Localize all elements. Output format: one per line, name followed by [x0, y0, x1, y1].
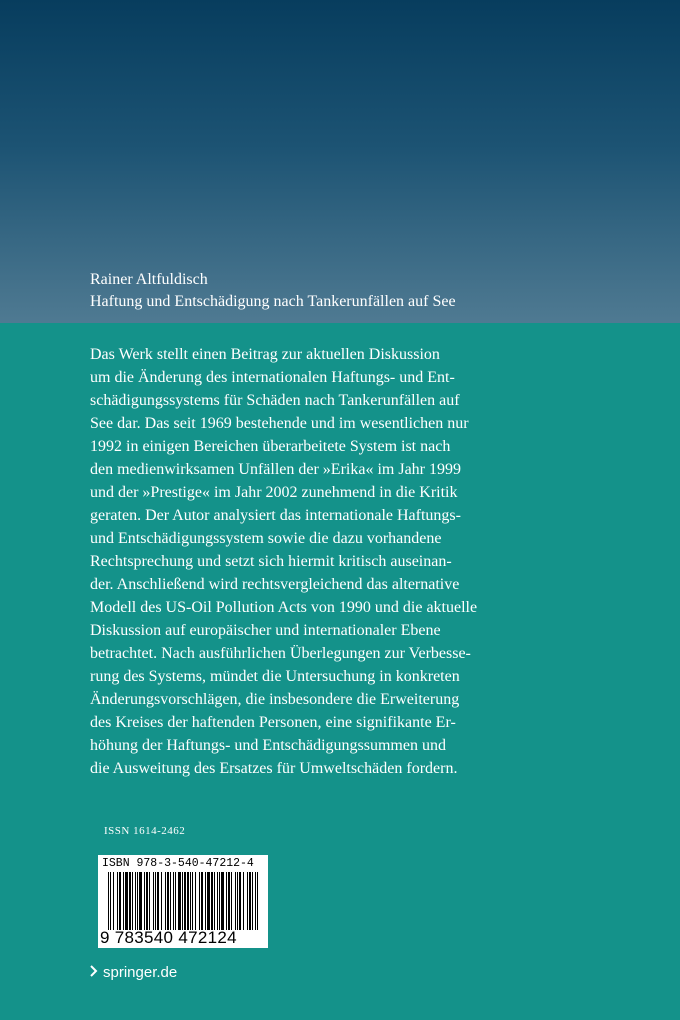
publisher-url: springer.de	[103, 964, 178, 981]
barcode-bar	[257, 872, 258, 930]
barcode-bar	[219, 872, 220, 930]
publisher-link[interactable]	[90, 964, 177, 981]
barcode-bar	[237, 872, 238, 930]
barcode-bar	[132, 872, 133, 930]
blurb-text	[90, 343, 590, 780]
blurb-line: Diskussion auf europäischer und internationaler Ebene	[90, 622, 441, 639]
barcode-bar	[129, 872, 131, 930]
blurb-line: Änderungsvorschlägen, die insbesondere die Erweiterung	[90, 691, 460, 708]
barcode-bar	[217, 872, 218, 930]
barcode-bar	[135, 872, 136, 930]
barcode-bar	[235, 872, 236, 930]
blurb-line: schädigungssystems für Schäden nach Tankerunfällen auf	[90, 392, 460, 409]
blurb-line: des Kreises der haftenden Personen, eine signifikante Er-	[90, 714, 456, 731]
blurb-line: See dar. Das seit 1969 bestehende und im wesentlichen nur	[90, 415, 469, 432]
blurb-line: und der »Prestige« im Jahr 2002 zunehmend in die Kritik	[90, 484, 458, 501]
book-title: Haftung und Entschädigung nach Tankerunfällen auf See	[90, 293, 456, 310]
blurb-line: betrachtet. Nach ausführlichen Überlegungen zur Verbesse-	[90, 645, 471, 662]
chevron-right-icon	[90, 964, 98, 981]
barcode-number: 9 783540 472124	[100, 928, 237, 947]
blurb-line: Modell des US-Oil Pollution Acts von 1990 und die aktuelle	[90, 599, 478, 616]
barcode-bar	[146, 872, 148, 930]
barcode-bar	[195, 872, 196, 930]
barcode-bars	[108, 872, 258, 930]
blurb-line: Rechtsprechung und setzt sich hiermit kritisch auseinan-	[90, 553, 452, 570]
author-name: Rainer Altfuldisch	[90, 271, 208, 288]
barcode-bar	[167, 872, 169, 930]
barcode-bar	[255, 872, 256, 930]
barcode-bar	[155, 872, 156, 930]
blurb-line: Das Werk stellt einen Beitrag zur aktuellen Diskussion	[90, 346, 440, 363]
barcode-bar	[125, 872, 128, 930]
barcode-bar	[175, 872, 176, 930]
barcode-bar	[153, 872, 154, 930]
barcode-bar	[165, 872, 166, 930]
barcode-bar	[231, 872, 232, 930]
blurb-line: rung des Systems, mündet die Untersuchung in konkreten	[90, 668, 460, 685]
barcode-bar	[110, 872, 111, 930]
barcode-bar	[207, 872, 210, 930]
barcode-bar	[123, 872, 124, 930]
barcode-bar	[113, 872, 114, 930]
barcode-bar	[119, 872, 121, 930]
blurb-line: 1992 in einigen Bereichen überarbeitete System ist nach	[90, 438, 451, 455]
barcode-bar	[137, 872, 138, 930]
barcode-bar	[161, 872, 162, 930]
barcode-bar	[108, 872, 109, 930]
barcode-bar	[192, 872, 193, 930]
blurb-line: und Entschädigungssystem sowie die dazu vorhandene	[90, 530, 442, 547]
isbn-text: ISBN 978-3-540-47212-4	[102, 857, 254, 870]
blurb-line: die Ausweitung des Ersatzes für Umweltschäden fordern.	[90, 760, 458, 777]
barcode-bar	[157, 872, 159, 930]
blurb-line: um die Änderung des internationalen Haftungs- und Ent-	[90, 369, 455, 386]
blurb-line: der. Anschließend wird rechtsvergleichend das alternative	[90, 576, 460, 593]
barcode-bar	[221, 872, 224, 930]
issn-label: ISSN 1614-2462	[104, 825, 186, 837]
blurb-line: den medienwirksamen Unfällen der »Erika« im Jahr 1999	[90, 461, 461, 478]
barcode-bar	[187, 872, 189, 930]
barcode-bar	[170, 872, 171, 930]
isbn-barcode	[98, 855, 268, 948]
barcode-bar	[243, 872, 244, 930]
barcode-bar	[117, 872, 118, 930]
barcode-bar	[226, 872, 227, 930]
barcode-bar	[247, 872, 248, 930]
barcode-bar	[211, 872, 213, 930]
barcode-bar	[144, 872, 145, 930]
barcode-bar	[239, 872, 241, 930]
barcode-bar	[252, 872, 253, 930]
blurb-line: höhung der Haftungs- und Entschädigungssummen und	[90, 737, 446, 754]
barcode-bar	[139, 872, 142, 930]
barcode-bar	[249, 872, 251, 930]
barcode-bar	[201, 872, 203, 930]
barcode-bar	[228, 872, 230, 930]
barcode-bar	[199, 872, 200, 930]
barcode-bar	[182, 872, 183, 930]
barcode-bar	[214, 872, 215, 930]
barcode-bar	[205, 872, 206, 930]
barcode-bar	[149, 872, 150, 930]
blurb-line: geraten. Der Autor analysiert das internationale Haftungs-	[90, 507, 461, 524]
barcode-bar	[178, 872, 181, 930]
barcode-bar	[173, 872, 174, 930]
barcode-bar	[190, 872, 191, 930]
barcode-bar	[184, 872, 186, 930]
